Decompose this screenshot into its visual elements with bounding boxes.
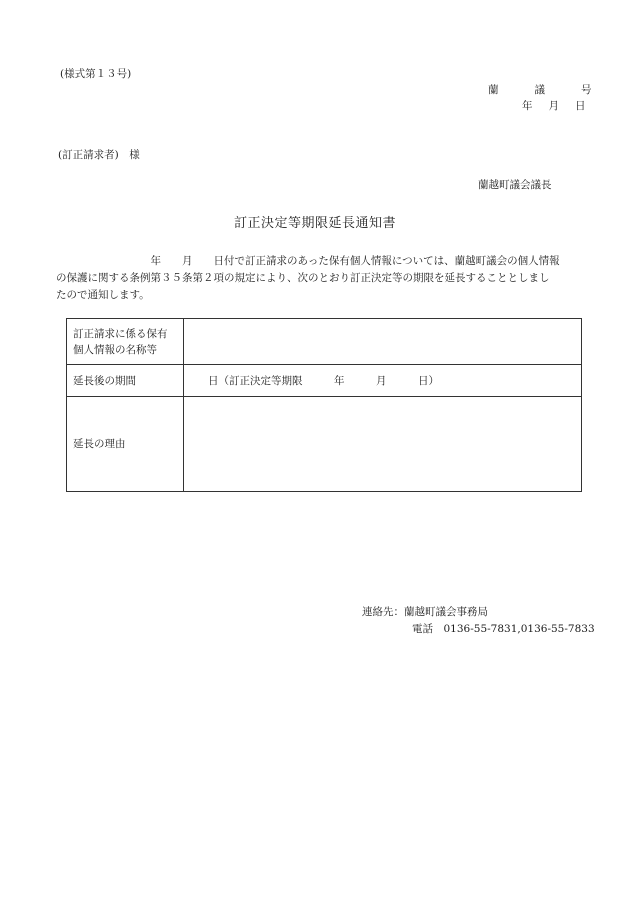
body-paragraph bbox=[56, 253, 590, 304]
document-title: 訂正決定等期限延長通知書 bbox=[233, 216, 396, 231]
body-line-1: 年 月 日付で訂正請求のあった保有個人情報については、蘭越町議会の個人情報 bbox=[56, 255, 560, 267]
form-number: (様式第１３号) bbox=[60, 68, 132, 80]
body-line-3: たので通知します。 bbox=[56, 289, 150, 301]
row-label-line: 個人情報の名称等 bbox=[73, 343, 157, 356]
body-line-2: の保護に関する条例第３５条第２項の規定により、次のとおり訂正決定等の期限を延長することとしまし bbox=[56, 272, 550, 284]
contact-phone: 電話 0136-55-7831,0136-55-7833 bbox=[412, 623, 595, 635]
row-label-reason: 延長の理由 bbox=[67, 397, 184, 492]
document-number bbox=[488, 82, 592, 97]
row-label-info-name bbox=[67, 319, 184, 365]
date-month: 月 bbox=[548, 100, 559, 112]
date-year: 年 bbox=[522, 100, 533, 112]
table-row bbox=[67, 319, 582, 365]
info-table bbox=[66, 318, 582, 492]
table-row bbox=[67, 365, 582, 397]
row-value-reason bbox=[184, 397, 582, 492]
row-label-extension-period: 延長後の期間 bbox=[67, 365, 184, 397]
doc-number-prefix: 蘭 bbox=[488, 84, 499, 96]
recipient: (訂正請求者) 様 bbox=[58, 149, 140, 161]
document-date bbox=[522, 98, 586, 113]
table-row bbox=[67, 397, 582, 492]
doc-number-middle: 議 bbox=[534, 84, 545, 96]
row-value-extension-period: 日（訂正決定等期限 年 月 日） bbox=[184, 365, 582, 397]
row-value-info-name bbox=[184, 319, 582, 365]
sender: 蘭越町議会議長 bbox=[478, 179, 552, 191]
doc-number-suffix: 号 bbox=[581, 84, 592, 96]
date-day: 日 bbox=[575, 100, 586, 112]
contact-office: 連絡先：蘭越町議会事務局 bbox=[362, 606, 488, 618]
row-label-line: 訂正請求に係る保有 bbox=[73, 327, 168, 340]
